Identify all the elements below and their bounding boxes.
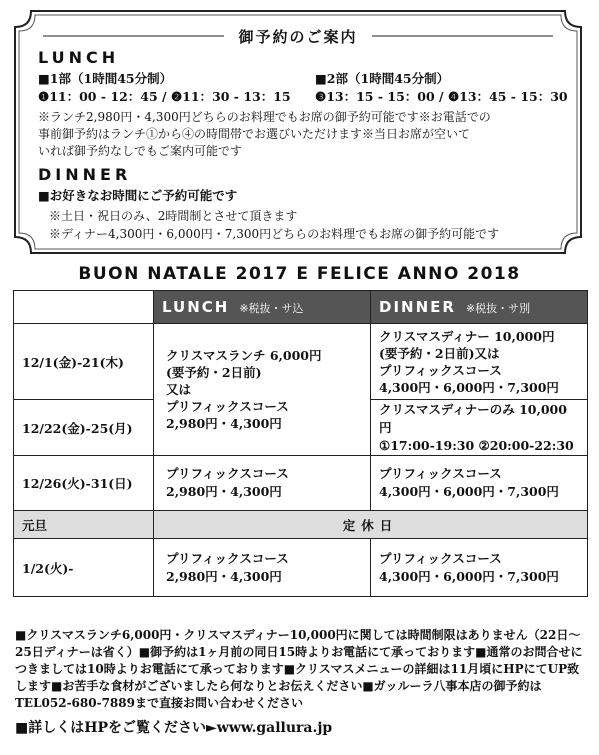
date-cell: 12/1(金)-21(木)	[14, 324, 154, 400]
website-link[interactable]: ■詳しくはHPをご覧ください►www.gallura.jp	[15, 720, 333, 736]
reservation-title: 御予約のご案内	[13, 26, 583, 47]
lunch-note-line2: 事前御予約はランチ①から④の時間帯でお選びいただけます※当日お席が空いて	[38, 127, 471, 141]
header-empty-cell	[14, 291, 154, 324]
footer-notes: ■クリスマスランチ6,000円・クリスマスディナー10,000円に関しては時間制限はありません（22日〜25日ディナーは省く）■御予約は1ヶ月前の同日15時よりお電話にて承っております■通常のお問合せにつきましては10時よりお電話にて承っております■クリスマスメニューの詳細は11月頃にHPにてUP致します■お苦手な食材がございましたら何なりとお伝えください■ガッルーラ八事本店の御予約はTEL052-680-7889まで直接お問い合わせください	[15, 628, 583, 710]
dinner-cell: プリフィックスコース 4,300円・6,000円・7,300円	[371, 456, 588, 511]
dinner-note-line2: ※ディナー4,300円・6,000円・7,300円どちらのお料理でもお席の御予約可能です	[49, 227, 500, 241]
dinner-cell: クリスマスディナー 10,000円 (要予約・2日前)又は プリフィックスコース 4,300円・6,000円・7,300円	[371, 324, 588, 400]
table-row	[14, 456, 588, 511]
table-row	[14, 324, 588, 400]
date-cell: 元旦	[14, 511, 154, 539]
dinner-heading: DINNER	[38, 165, 132, 184]
lunch-cell: クリスマスランチ 6,000円 (要予約・2日前) 又は プリフィックスコース 2,980円・4,300円	[154, 324, 371, 456]
season-banner: BUON NATALE 2017 E FELICE ANNO 2018	[78, 264, 521, 284]
lunch-heading: LUNCH	[38, 48, 120, 67]
date-cell: 12/22(金)-25(月)	[14, 400, 154, 456]
lunch-part2-times: ❸13：15 - 15：00 / ❹13：45 - 15：30	[315, 89, 568, 104]
date-cell: 1/2(火)-	[14, 539, 154, 597]
dinner-subheading: ■お好きなお時間にご予約可能です	[38, 188, 238, 203]
dinner-column-header: DINNER ※税抜・サ別	[371, 291, 588, 324]
lunch-cell: プリフィックスコース 2,980円・4,300円	[154, 456, 371, 511]
lunch-part2-label: ■2部（1時間45分制）	[315, 71, 450, 86]
table-header-row	[14, 291, 588, 324]
lunch-note-line3: いれば御予約なしでもご案内可能です	[38, 144, 243, 158]
dinner-note-line1: ※土日・祝日のみ、2時間制とさせて頂きます	[49, 209, 298, 223]
lunch-note-line1: ※ランチ2,980円・4,300円どちらのお料理でもお席の御予約可能です※お電話での	[38, 110, 491, 124]
lunch-cell: プリフィックスコース 2,980円・4,300円	[154, 539, 371, 597]
schedule-table	[13, 290, 588, 597]
date-cell: 12/26(火)-31(日)	[14, 456, 154, 511]
reservation-info-box	[13, 9, 583, 255]
table-row	[14, 511, 588, 539]
lunch-part1-times: ❶11：00 - 12：45 / ❷11：30 - 13：15	[38, 89, 291, 104]
lunch-column-header: LUNCH ※税抜・サ込	[154, 291, 371, 324]
table-row	[14, 539, 588, 597]
lunch-part1-label: ■1部（1時間45分制）	[38, 71, 173, 86]
closed-cell: 定休日	[154, 511, 588, 539]
dinner-cell: プリフィックスコース 4,300円・6,000円・7,300円	[371, 539, 588, 597]
dinner-cell: クリスマスディナーのみ 10,000円 ①17:00-19:30 ②20:00-22:30	[371, 400, 588, 456]
